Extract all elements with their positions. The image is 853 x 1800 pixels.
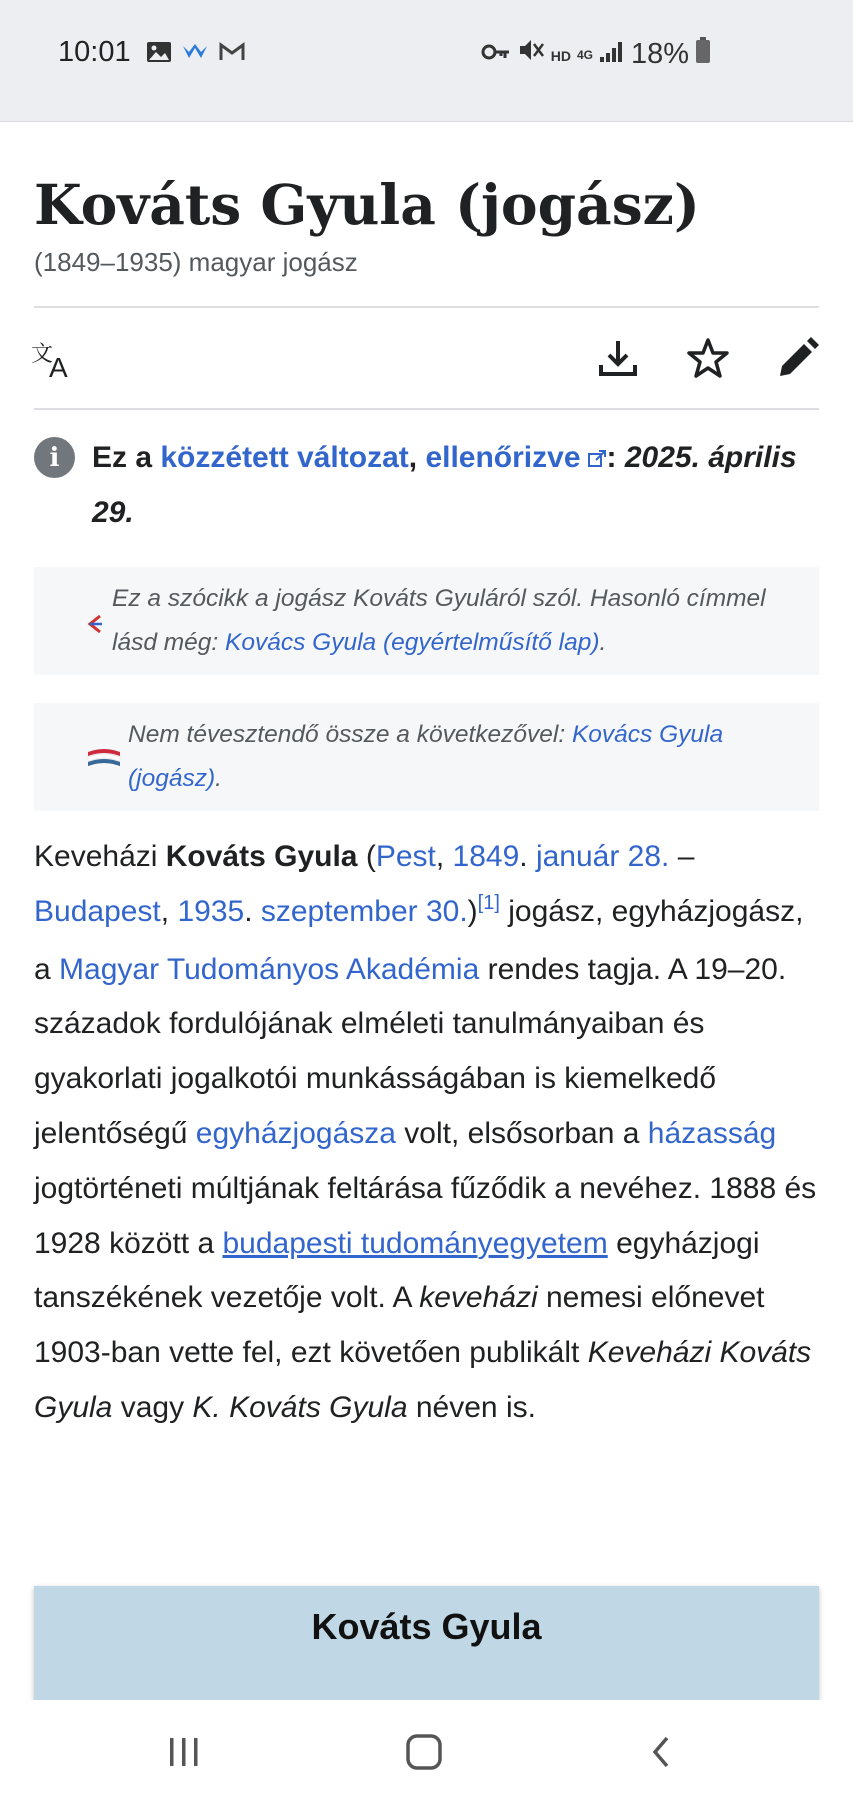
vpn-bird-icon	[181, 40, 209, 69]
text: jogtörténeti múltjának feltárása fűződik a nevéhez. 1888 és 1928 között a	[34, 1171, 817, 1260]
hatnote-disambiguation	[34, 567, 819, 675]
link-pest[interactable]: Pest	[375, 840, 436, 873]
notice-colon: :	[606, 441, 625, 474]
text: néven is.	[407, 1390, 536, 1424]
link-budapesti-tudomanyegyetem[interactable]: budapesti tudományegyetem	[222, 1226, 608, 1260]
gallery-icon	[146, 40, 172, 69]
text: .	[519, 840, 536, 873]
published-version-link[interactable]: közzétett változat	[160, 441, 409, 474]
edit-pencil-icon[interactable]	[774, 334, 822, 382]
checked-link[interactable]: ellenőrizve	[425, 441, 581, 474]
infobox-header: Kováts Gyula	[34, 1586, 819, 1700]
text: rendes tagja. A 19–20. századok fordulójának elméleti tanulmányaiban és gyakorlati jogalkotói munkásságában is kiemelkedő jelentőségű	[34, 952, 787, 1150]
svg-text:文: 文	[31, 342, 54, 367]
page-subtitle: (1849–1935) magyar jogász	[34, 247, 358, 277]
battery-percent: 18%	[630, 37, 689, 70]
hatnote-end: .	[599, 629, 607, 656]
subject-name: Kováts Gyula	[165, 840, 358, 873]
flagged-revision-notice	[92, 431, 812, 539]
link-january-28[interactable]: január 28.	[535, 840, 670, 873]
system-icons	[481, 36, 711, 72]
link-egyhazjogasza[interactable]: egyházjogásza	[195, 1116, 396, 1150]
link-mta[interactable]: Magyar Tudományos Akadémia	[59, 952, 480, 986]
divider	[34, 408, 819, 410]
notification-icons	[146, 40, 246, 69]
hatnote-text-part: Ez a szócikk a jogász Kováts Gyuláról szól. Hasonló címmel lásd még:	[112, 585, 766, 656]
notice-prefix: Ez a	[92, 441, 161, 474]
text: volt, elsősorban a	[395, 1116, 648, 1150]
status-time: 10:01	[58, 36, 131, 68]
italic-text: K. Kováts Gyula	[192, 1390, 408, 1424]
info-icon: i	[34, 437, 75, 478]
divider	[34, 306, 819, 308]
translate-icon[interactable]	[30, 334, 78, 382]
text: (	[357, 840, 376, 873]
gmail-icon	[218, 40, 246, 69]
hatnote-text	[112, 577, 812, 665]
reference-1[interactable]: [1]	[477, 891, 500, 914]
notice-separator: ,	[408, 441, 426, 474]
link-1935[interactable]: 1935	[177, 894, 245, 928]
key-icon	[481, 38, 511, 71]
article-lead-paragraph	[34, 830, 824, 1436]
link-hazassag[interactable]: házasság	[647, 1116, 777, 1150]
text: vagy	[112, 1390, 193, 1424]
confusion-link[interactable]: Kovács Gyula (jogász)	[128, 721, 724, 792]
text: –	[669, 840, 695, 873]
status-bar	[0, 0, 853, 122]
link-1849[interactable]: 1849	[452, 840, 520, 873]
hatnote-text-part: Nem tévesztendő össze a következővel:	[128, 721, 572, 748]
recent-apps-icon[interactable]	[154, 1728, 214, 1776]
back-icon[interactable]	[632, 1728, 692, 1776]
notice-date: 2025. április 29.	[92, 441, 797, 529]
external-link-icon	[587, 433, 607, 486]
text: nemesi előnevet 1903-ban vette fel, ezt követően publikált	[34, 1281, 765, 1370]
svg-text:A: A	[49, 352, 68, 379]
italic-text: Keveházi Kováts Gyula	[34, 1336, 812, 1424]
battery-icon	[695, 36, 711, 72]
hd-label: HD	[550, 48, 571, 64]
home-icon[interactable]	[394, 1728, 454, 1776]
page-title: Kováts Gyula (jogász)	[34, 172, 700, 237]
network-type-label: 4G	[576, 47, 593, 62]
text: )	[467, 894, 478, 928]
mute-icon	[517, 36, 545, 72]
download-icon[interactable]	[594, 334, 642, 382]
text: .	[244, 894, 261, 928]
italic-text: keveházi	[419, 1281, 538, 1315]
text: ,	[435, 840, 453, 873]
star-icon[interactable]	[684, 334, 732, 382]
text: jogász, egyházjogász, a	[34, 894, 804, 986]
hatnote-text	[128, 713, 808, 801]
link-september-30[interactable]: szeptember 30.	[260, 894, 468, 928]
disambiguation-icon	[86, 607, 104, 651]
text: Keveházi	[34, 840, 166, 873]
text: ,	[160, 894, 178, 928]
link-budapest[interactable]: Budapest	[34, 894, 161, 928]
disambiguation-link[interactable]: Kovács Gyula (egyértelműsítő lap)	[225, 629, 600, 656]
text: egyházjogi tanszékének vezetője volt. A	[34, 1226, 760, 1315]
hatnote-not-confuse	[34, 703, 819, 811]
signal-icon	[599, 38, 625, 71]
hatnote-end: .	[215, 765, 222, 792]
hungarian-flag-icon	[86, 743, 122, 787]
